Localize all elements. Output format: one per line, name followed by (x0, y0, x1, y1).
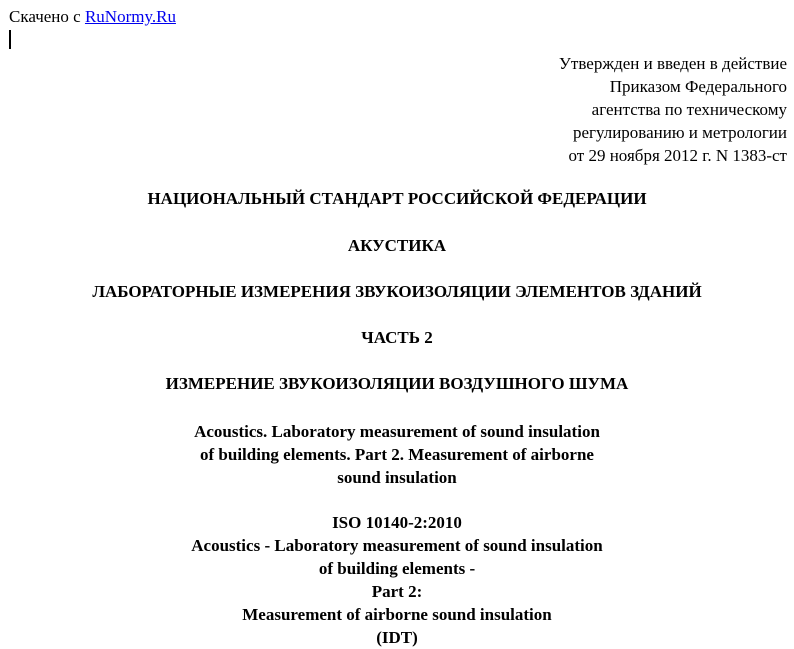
approval-line: Утвержден и введен в действие (558, 54, 787, 73)
iso-title-line: Measurement of airborne sound insulation (242, 605, 552, 624)
approval-line: агентства по техническому (591, 100, 787, 119)
iso-reference-block (0, 511, 794, 649)
iso-idt-line: (IDT) (376, 628, 418, 647)
download-source-line (9, 7, 176, 27)
text-cursor (9, 30, 11, 49)
download-prefix: Скачено с (9, 7, 85, 26)
approval-line: Приказом Федерального (609, 77, 787, 96)
iso-title-line: of building elements - (318, 559, 476, 578)
lab-measurements-title: ЛАБОРАТОРНЫЕ ИЗМЕРЕНИЯ ЗВУКОИЗОЛЯЦИИ ЭЛЕМЕНТОВ ЗДАНИЙ (92, 282, 702, 301)
english-title-line: of building elements. Part 2. Measurement of airborne (200, 445, 594, 464)
english-title (0, 420, 794, 489)
approval-line: от 29 ноября 2012 г. N 1383-ст (568, 146, 787, 165)
approval-line: регулированию и метрологии (572, 123, 787, 142)
english-title-line: Acoustics. Laboratory measurement of sound insulation (194, 422, 600, 441)
iso-title-line: Acoustics - Laboratory measurement of sound insulation (191, 536, 603, 555)
national-standard-title: НАЦИОНАЛЬНЫЙ СТАНДАРТ РОССИЙСКОЙ ФЕДЕРАЦИИ (147, 189, 647, 208)
approval-block (559, 52, 787, 167)
airborne-measurement-title: ИЗМЕРЕНИЕ ЗВУКОИЗОЛЯЦИИ ВОЗДУШНОГО ШУМА (165, 374, 629, 393)
iso-number: ISO 10140-2:2010 (332, 513, 462, 532)
english-title-line: sound insulation (337, 468, 457, 487)
iso-part-line: Part 2: (371, 582, 423, 601)
runormy-link[interactable]: RuNormy.Ru (84, 7, 176, 26)
part-title: ЧАСТЬ 2 (361, 328, 433, 347)
acoustics-title: АКУСТИКА (347, 236, 447, 255)
